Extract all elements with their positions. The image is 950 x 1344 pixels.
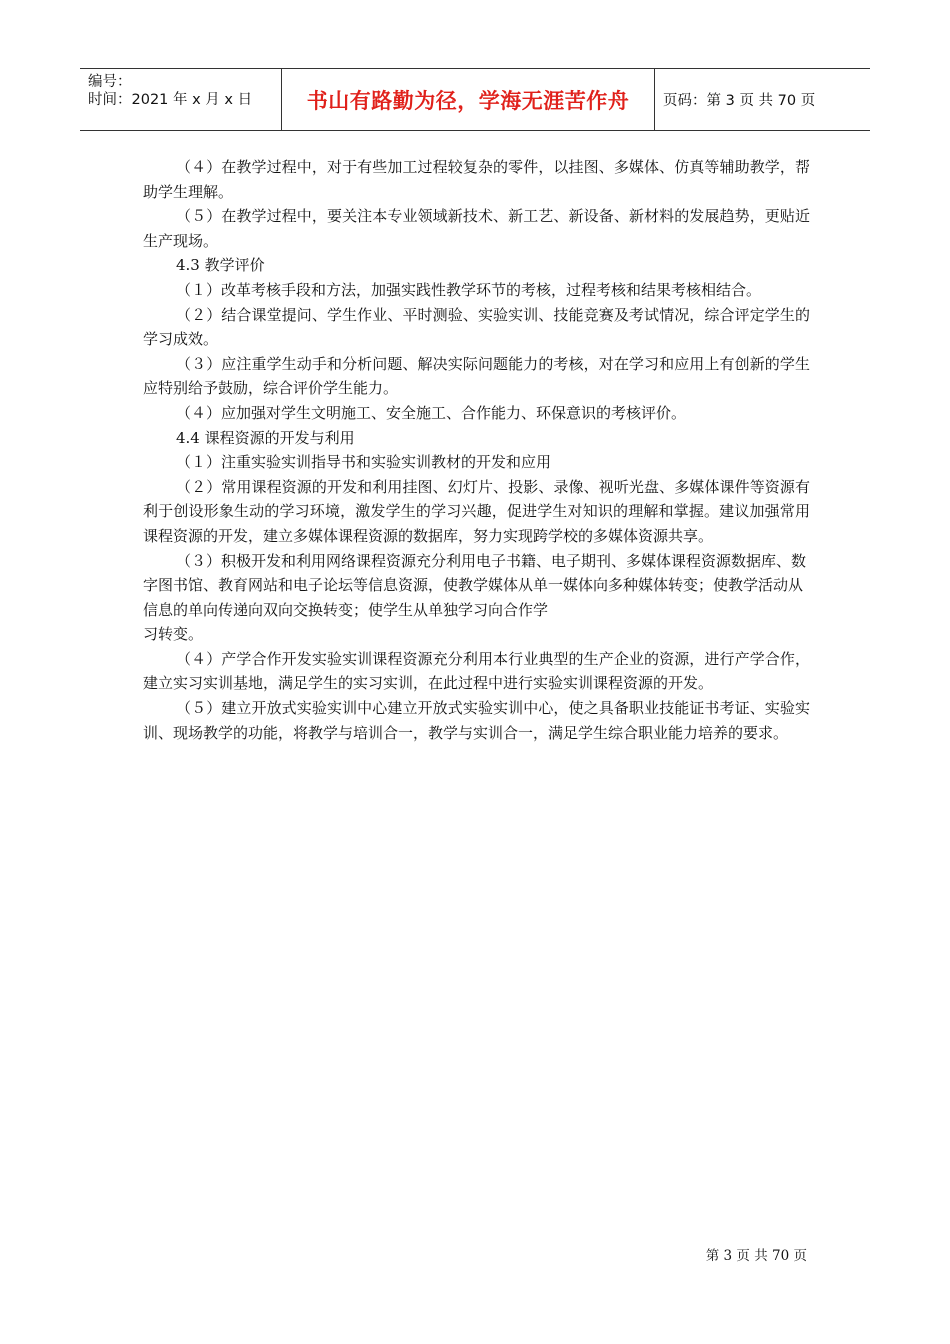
header-page-cell [655, 69, 870, 130]
footer-page-number: 第 3 页 共 70 页 [705, 1248, 807, 1264]
header-motto-cell [282, 69, 655, 130]
paragraph: （３）应注重学生动手和分析问题、解决实际问题能力的考核，对在学习和应用上有创新的学生应特别给予鼓励，综合评价学生能力。 [143, 354, 810, 398]
paragraph: （４）产学合作开发实验实训课程资源充分利用本行业典型的生产企业的资源，进行产学合作，建立实习实训基地，满足学生的实习实训，在此过程中进行实验实训课程资源的开发。 [143, 649, 810, 693]
header-page-number: 页码：第 3 页 共 70 页 [663, 93, 816, 109]
paragraph: （４）在教学过程中，对于有些加工过程较复杂的零件，以挂图、多媒体、仿真等辅助教学，帮助学生理解。 [143, 158, 810, 201]
paragraph: （３）积极开发和利用网络课程资源充分利用电子书籍、电子期刊、多媒体课程资源数据库、数字图书馆、教育网站和电子论坛等信息资源，使教学媒体从单一媒体向多种媒体转变；使教学活动从信息的单向传递向双向交换转变；使学生从单独学习向合作学 [143, 551, 807, 619]
paragraph: （１）注重实验实训指导书和实验实训教材的开发和应用 [176, 453, 552, 472]
header-motto: 书山有路勤为径，学海无涯苦作舟 [306, 88, 630, 113]
header-meta [80, 69, 282, 130]
paragraph: （５）在教学过程中，要关注本专业领域新技术、新工艺、新设备、新材料的发展趋势，更贴近生产现场。 [143, 207, 810, 250]
paragraph: （５）建立开放式实验实训中心建立开放式实验实训中心，使之具备职业技能证书考证、实验实训、现场教学的功能，将教学与培训合一，教学与实训合一，满足学生综合职业能力培养的要求。 [143, 699, 810, 742]
paragraph: （１）改革考核手段和方法，加强实践性教学环节的考核，过程考核和结果考核相结合。 [176, 280, 762, 299]
page-footer [706, 1244, 807, 1264]
page-header [80, 68, 870, 131]
section-heading: 4.4 课程资源的开发与利用 [176, 428, 355, 447]
paragraph-continuation: 习转变。 [143, 625, 204, 644]
document-number-label: 编号： [88, 74, 132, 90]
paragraph: （２）结合课堂提问、学生作业、平时测验、实验实训、技能竞赛及考试情况，综合评定学生的学习成效。 [143, 305, 810, 349]
paragraph: （４）应加强对学生文明施工、安全施工、合作能力、环保意识的考核评价。 [176, 403, 687, 422]
paragraph: （２）常用课程资源的开发和利用挂图、幻灯片、投影、录像、视听光盘、多媒体课件等资源有利于创设形象生动的学习环境，激发学生的学习兴趣，促进学生对知识的理解和掌握。建议加强常用课程资源的开发，建立多媒体课程资源的数据库，努力实现跨学校的多媒体资源共享。 [143, 477, 810, 545]
document-body [143, 155, 810, 745]
section-heading: 4.3 教学评价 [176, 256, 265, 275]
document-time-label: 时间：2021 年 x 月 x 日 [88, 92, 253, 108]
